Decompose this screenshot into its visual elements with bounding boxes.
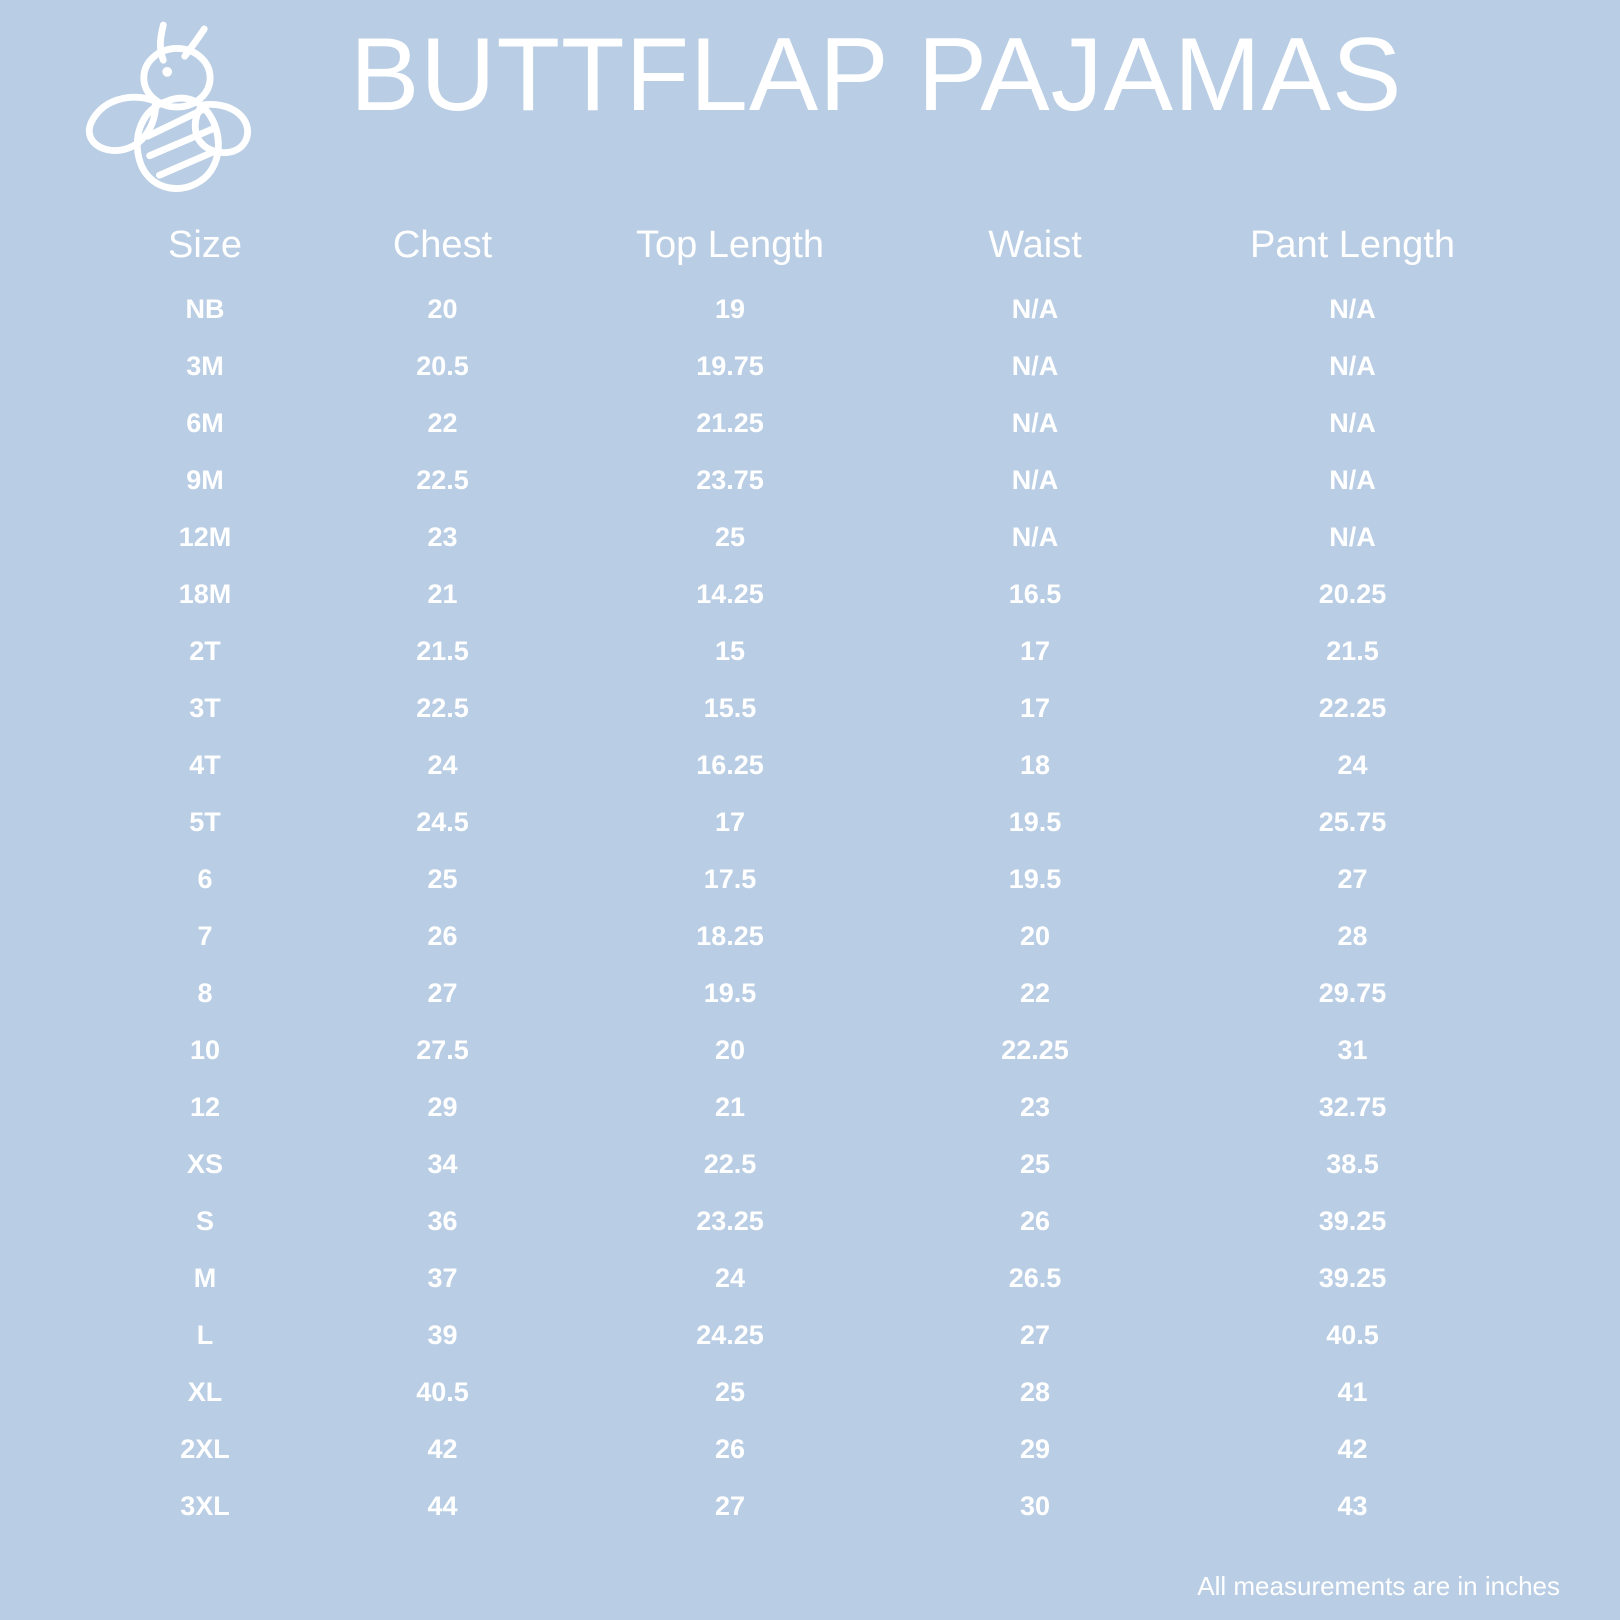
cell-chest: 20 xyxy=(427,294,458,324)
cell-top-length: 26 xyxy=(714,1434,746,1464)
cell-size: 5T xyxy=(189,807,221,837)
cell-pant-length: 28 xyxy=(1337,921,1368,951)
cell-chest: 27.5 xyxy=(416,1035,469,1065)
table-row xyxy=(90,566,1530,623)
cell-top-length: 24 xyxy=(714,1263,746,1293)
table-row xyxy=(90,1478,1530,1535)
cell-size: 12M xyxy=(178,522,232,552)
table-row xyxy=(90,794,1530,851)
cell-chest: 23 xyxy=(427,522,458,552)
cell-waist: 17 xyxy=(1019,636,1051,666)
cell-top-length: 19 xyxy=(714,294,746,324)
cell-pant-length: 20.25 xyxy=(1318,579,1387,609)
cell-waist: 28 xyxy=(1019,1377,1051,1407)
cell-size: 3XL xyxy=(180,1491,230,1521)
page-title: BUTTFLAP PAJAMAS xyxy=(350,17,1403,133)
cell-pant-length: 32.75 xyxy=(1318,1092,1387,1122)
column-header-waist: Waist xyxy=(988,224,1082,266)
cell-pant-length: 41 xyxy=(1337,1377,1368,1407)
cell-size: M xyxy=(193,1263,217,1293)
cell-pant-length: 39.25 xyxy=(1318,1263,1387,1293)
cell-top-length: 19.5 xyxy=(703,978,757,1008)
cell-waist: 19.5 xyxy=(1008,807,1062,837)
cell-waist: 29 xyxy=(1019,1434,1051,1464)
cell-pant-length: 21.5 xyxy=(1326,636,1379,666)
cell-pant-length: 29.75 xyxy=(1318,978,1387,1008)
cell-top-length: 21.25 xyxy=(696,408,764,438)
cell-pant-length: 31 xyxy=(1337,1035,1368,1065)
cell-waist: N/A xyxy=(1011,408,1059,438)
table-row xyxy=(90,1136,1530,1193)
table-row xyxy=(90,395,1530,452)
size-chart-table xyxy=(90,218,1530,1535)
cell-size: S xyxy=(195,1206,214,1236)
cell-chest: 44 xyxy=(427,1491,458,1521)
cell-size: 9M xyxy=(186,465,224,495)
cell-top-length: 14.25 xyxy=(696,579,764,609)
cell-size: 10 xyxy=(189,1035,221,1065)
table-row xyxy=(90,1421,1530,1478)
cell-top-length: 19.75 xyxy=(696,351,764,381)
table-row xyxy=(90,1079,1530,1136)
cell-pant-length: 42 xyxy=(1337,1434,1368,1464)
cell-chest: 21 xyxy=(427,579,458,609)
column-header-chest: Chest xyxy=(392,224,493,266)
cell-size: 2T xyxy=(189,636,221,666)
cell-waist: 26.5 xyxy=(1008,1263,1062,1293)
cell-waist: N/A xyxy=(1011,522,1059,552)
cell-waist: 22.25 xyxy=(1001,1035,1069,1065)
cell-pant-length: N/A xyxy=(1329,465,1376,495)
cell-top-length: 20 xyxy=(714,1035,746,1065)
cell-chest: 26 xyxy=(427,921,458,951)
cell-size: 3T xyxy=(189,693,221,723)
cell-pant-length: 27 xyxy=(1337,864,1368,894)
table-row xyxy=(90,338,1530,395)
cell-waist: 16.5 xyxy=(1008,579,1062,609)
table-row xyxy=(90,281,1530,338)
cell-chest: 24.5 xyxy=(416,807,469,837)
header xyxy=(0,0,1620,215)
cell-top-length: 23.75 xyxy=(696,465,764,495)
cell-top-length: 15.5 xyxy=(703,693,757,723)
cell-waist: 27 xyxy=(1019,1320,1051,1350)
cell-chest: 21.5 xyxy=(416,636,469,666)
table-row xyxy=(90,1250,1530,1307)
table-row xyxy=(90,623,1530,680)
cell-top-length: 24.25 xyxy=(696,1320,764,1350)
cell-size: NB xyxy=(185,294,225,324)
table-row xyxy=(90,851,1530,908)
table-row xyxy=(90,1307,1530,1364)
cell-size: 18M xyxy=(178,579,232,609)
cell-top-length: 27 xyxy=(714,1491,746,1521)
cell-size: XS xyxy=(186,1149,224,1179)
cell-chest: 39 xyxy=(427,1320,458,1350)
table-row xyxy=(90,1022,1530,1079)
cell-waist: 20 xyxy=(1019,921,1051,951)
cell-top-length: 25 xyxy=(714,1377,746,1407)
cell-chest: 34 xyxy=(427,1149,458,1179)
cell-pant-length: N/A xyxy=(1329,408,1376,438)
cell-top-length: 21 xyxy=(714,1092,746,1122)
cell-chest: 36 xyxy=(427,1206,458,1236)
table-row xyxy=(90,908,1530,965)
cell-pant-length: N/A xyxy=(1329,294,1376,324)
cell-top-length: 18.25 xyxy=(696,921,764,951)
cell-chest: 37 xyxy=(427,1263,458,1293)
cell-waist: 26 xyxy=(1019,1206,1051,1236)
cell-top-length: 25 xyxy=(714,522,746,552)
table-row xyxy=(90,680,1530,737)
cell-waist: N/A xyxy=(1011,351,1059,381)
cell-chest: 24 xyxy=(427,750,458,780)
cell-chest: 40.5 xyxy=(416,1377,469,1407)
cell-size: 3M xyxy=(186,351,224,381)
column-header-top-length: Top Length xyxy=(635,224,825,266)
cell-chest: 22.5 xyxy=(416,465,469,495)
cell-chest: 22 xyxy=(427,408,458,438)
cell-size: 4T xyxy=(189,750,221,780)
cell-size: XL xyxy=(187,1377,223,1407)
cell-waist: N/A xyxy=(1011,294,1059,324)
cell-pant-length: 24 xyxy=(1337,750,1368,780)
cell-chest: 20.5 xyxy=(416,351,469,381)
table-row xyxy=(90,509,1530,566)
cell-size: 8 xyxy=(197,978,213,1008)
cell-top-length: 23.25 xyxy=(696,1206,764,1236)
cell-chest: 25 xyxy=(427,864,458,894)
cell-size: L xyxy=(196,1320,214,1350)
cell-size: 7 xyxy=(197,921,213,951)
cell-chest: 22.5 xyxy=(416,693,469,723)
cell-waist: 25 xyxy=(1019,1149,1051,1179)
cell-waist: 17 xyxy=(1019,693,1051,723)
cell-pant-length: 40.5 xyxy=(1326,1320,1379,1350)
column-header-size: Size xyxy=(168,224,242,266)
cell-pant-length: 43 xyxy=(1337,1491,1368,1521)
table-row xyxy=(90,1193,1530,1250)
cell-chest: 42 xyxy=(427,1434,458,1464)
column-header-pant-length: Pant Length xyxy=(1250,224,1455,266)
cell-waist: 30 xyxy=(1019,1491,1051,1521)
table-header-row xyxy=(90,218,1530,281)
cell-top-length: 17.5 xyxy=(703,864,757,894)
table-row xyxy=(90,452,1530,509)
cell-size: 2XL xyxy=(180,1434,230,1464)
bee-icon xyxy=(58,5,253,205)
table-row xyxy=(90,737,1530,794)
table-row xyxy=(90,965,1530,1022)
cell-waist: 22 xyxy=(1019,978,1051,1008)
cell-size: 12 xyxy=(189,1092,221,1122)
cell-waist: N/A xyxy=(1011,465,1059,495)
cell-waist: 18 xyxy=(1019,750,1051,780)
measurement-units-note: All measurements are in inches xyxy=(1197,1571,1560,1601)
cell-pant-length: 25.75 xyxy=(1318,807,1387,837)
cell-pant-length: 22.25 xyxy=(1318,693,1387,723)
cell-waist: 19.5 xyxy=(1008,864,1062,894)
cell-top-length: 15 xyxy=(714,636,746,666)
cell-top-length: 17 xyxy=(714,807,746,837)
cell-top-length: 22.5 xyxy=(703,1149,757,1179)
cell-pant-length: 39.25 xyxy=(1318,1206,1387,1236)
cell-size: 6 xyxy=(197,864,213,894)
cell-chest: 27 xyxy=(427,978,458,1008)
table-row xyxy=(90,1364,1530,1421)
cell-waist: 23 xyxy=(1019,1092,1051,1122)
cell-pant-length: N/A xyxy=(1329,522,1376,552)
cell-size: 6M xyxy=(186,408,224,438)
cell-pant-length: N/A xyxy=(1329,351,1376,381)
cell-chest: 29 xyxy=(427,1092,458,1122)
cell-pant-length: 38.5 xyxy=(1326,1149,1379,1179)
cell-top-length: 16.25 xyxy=(696,750,764,780)
